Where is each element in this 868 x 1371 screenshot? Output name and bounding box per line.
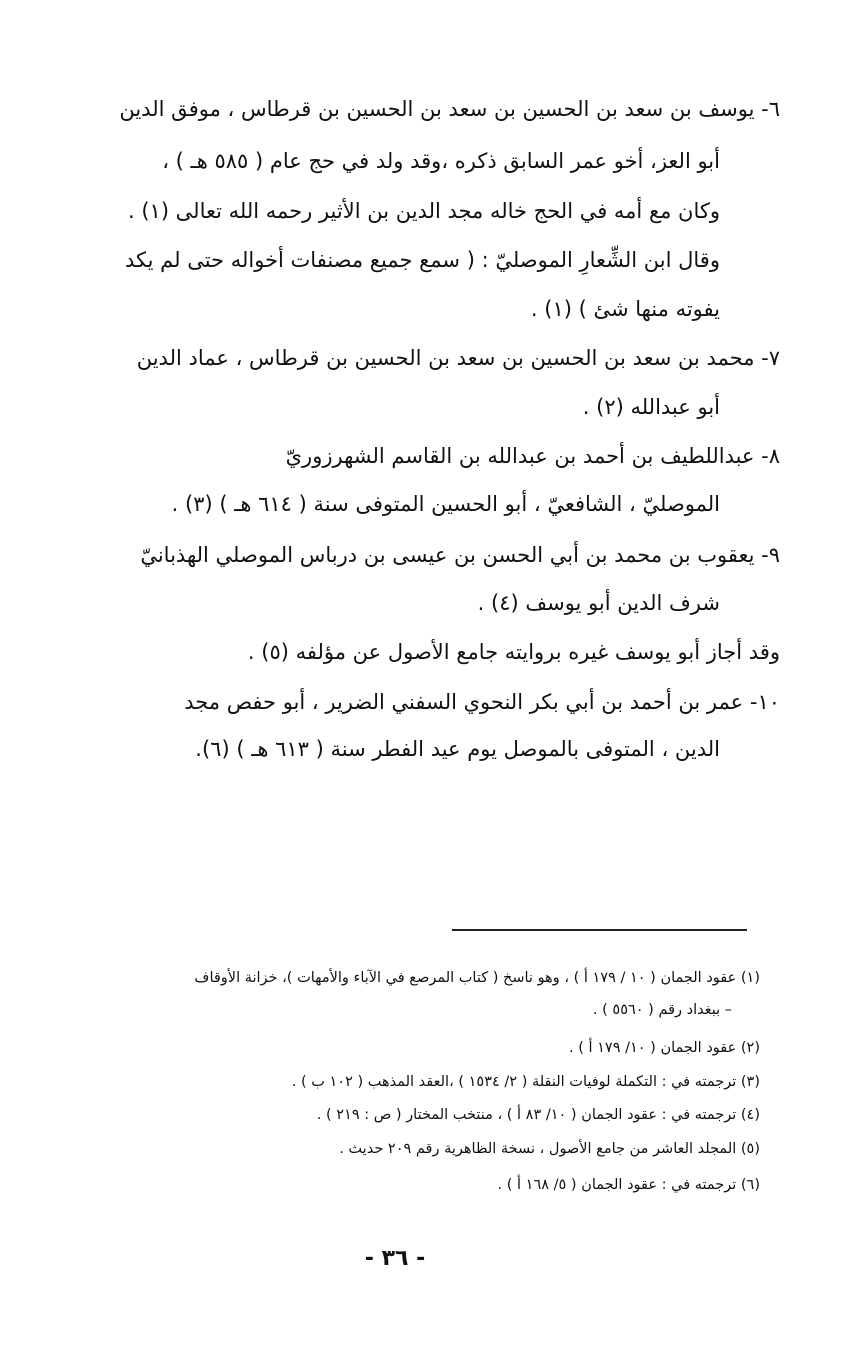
note-paragraph: وقد أجاز أبو يوسف غيره بروايته جامع الأصول عن مؤلفه (٥) .: [247, 640, 780, 664]
entry-6-line-5: يفوته منها شئ ) (١) .: [530, 297, 720, 321]
footnote-6: (٦) ترجمته في : عقود الجمان ( ٥/ ١٦٨ أ ) .: [497, 1177, 760, 1193]
entry-6-line-3: وكان مع أمه في الحج خاله مجد الدين بن الأثير رحمه الله تعالى (١) .: [127, 199, 720, 223]
footnote-3: (٣) ترجمته في : التكملة لوفيات النقلة ( ٢/ ١٥٣٤ ) ،العقد المذهب ( ١٠٢ ب ) .: [291, 1074, 760, 1090]
entry-8-line-2: الموصليّ ، الشافعيّ ، أبو الحسين المتوفى سنة ( ٦١٤ هـ ) (٣) .: [171, 492, 720, 516]
footnote-5: (٥) المجلد العاشر من جامع الأصول ، نسخة الظاهرية رقم ٢٠٩ حديث .: [339, 1141, 760, 1157]
footnote-2: (٢) عقود الجمان ( ١٠/ ١٧٩ أ ) .: [569, 1040, 760, 1056]
entry-8-line-1: ٨- عبداللطيف بن أحمد بن عبدالله بن القاسم الشهرزوريّ: [285, 444, 780, 468]
page-number: - ٣٦ -: [364, 1246, 426, 1271]
entry-6-line-1: ٦- يوسف بن سعد بن الحسين بن سعد بن الحسين بن قرطاس ، موفق الدين: [119, 97, 780, 121]
entry-6-line-2: أبو العز، أخو عمر السابق ذكره ،وقد ولد في حج عام ( ٥٨٥ هـ ) ،: [162, 149, 720, 173]
entry-6-line-4: وقال ابن الشِّعارِ الموصليّ : ( سمع جميع مصنفات أخواله حتى لم يكد: [125, 248, 720, 272]
footnote-separator: [452, 929, 747, 931]
footnote-1-continued: – ببغداد رقم ( ٥٥٦٠ ) .: [592, 1002, 732, 1018]
entry-7-line-2: أبو عبدالله (٢) .: [582, 395, 720, 419]
entry-10-line-2: الدين ، المتوفى بالموصل يوم عيد الفطر سنة ( ٦١٣ هـ ) (٦).: [195, 737, 720, 761]
footnote-4: (٤) ترجمته في : عقود الجمان ( ١٠/ ٨٣ أ ) ، منتخب المختار ( ص : ٢١٩ ) .: [316, 1107, 760, 1123]
footnote-1: (١) عقود الجمان ( ١٠ / ١٧٩ أ ) ، وهو ناسخ ( كتاب المرصع في الآباء والأمهات )، خزانة الأوقاف: [194, 970, 760, 986]
entry-7-line-1: ٧- محمد بن سعد بن الحسين بن سعد بن الحسين بن قرطاس ، عماد الدين: [136, 346, 780, 370]
entry-9-line-1: ٩- يعقوب بن محمد بن أبي الحسن بن عيسى بن درباس الموصلي الهذبانيّ: [140, 543, 780, 567]
entry-9-line-2: شرف الدين أبو يوسف (٤) .: [477, 591, 720, 615]
entry-10-line-1: ١٠- عمر بن أحمد بن أبي بكر النحوي السفني الضرير ، أبو حفص مجد: [184, 690, 780, 714]
